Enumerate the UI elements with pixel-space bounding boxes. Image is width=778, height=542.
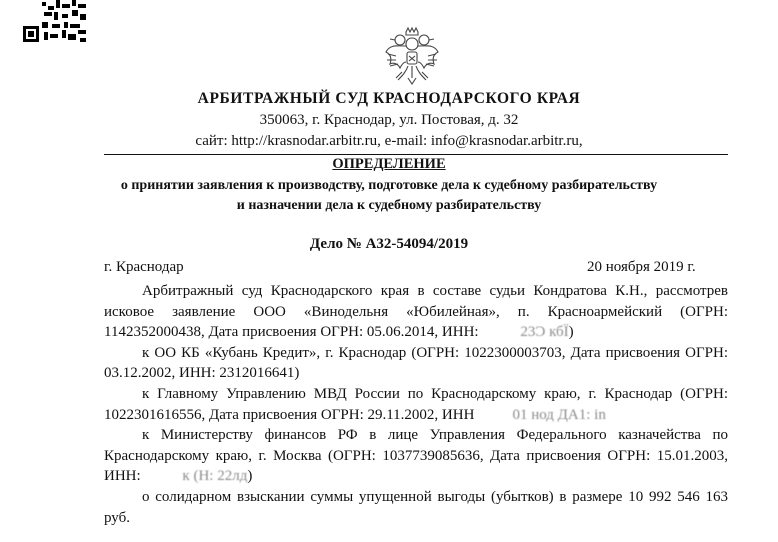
paragraph-claimant xyxy=(104,281,728,343)
document-date: 20 ноября 2019 г. xyxy=(587,259,696,275)
redacted-text: 01 нод ДА1: in xyxy=(512,406,606,423)
document-subtitle-line-1: о принятии заявления к производству, подготовке дела к судебному разбирательству xyxy=(120,178,658,193)
court-name: АРБИТРАЖНЫЙ СУД КРАСНОДАРСКОГО КРАЯ xyxy=(197,90,581,107)
paragraph-text-end: ) xyxy=(568,324,574,341)
paragraph-claim-subject xyxy=(104,487,728,528)
document-city: г. Краснодар xyxy=(104,259,184,275)
header-divider xyxy=(104,154,728,155)
document-subtitle-line-2: и назначении дела к судебному разбирательству xyxy=(236,198,542,213)
paragraph-text: к Главному Управлению МВД России по Краснодарскому краю, г. Краснодар (ОГРН: 1022301616556, Дата присвоения ОГРН: 29.11.2002, ИНН xyxy=(104,385,728,423)
paragraph-text-end: ) xyxy=(247,468,253,485)
paragraph-defendant-2 xyxy=(104,384,728,425)
court-address: 350063, г. Краснодар, ул. Постовая, д. 32 xyxy=(259,112,519,128)
document-subtitle xyxy=(0,176,778,216)
paragraph-defendant-1 xyxy=(104,343,728,384)
redacted-text: к (Н: 22лд xyxy=(182,468,248,485)
qr-code-icon xyxy=(22,0,88,44)
redacted-text: 23Ͻ кбЇ xyxy=(520,324,569,341)
paragraph-text: к ОО КБ «Кубань Кредит», г. Краснодар (ОГРН: 1022300003703, Дата присвоения ОГРН: 03.12.2002, ИНН: 2312016641) xyxy=(104,344,728,382)
court-contacts: сайт: http://krasnodar.arbitr.ru, e-mail: info@krasnodar.arbitr.ru, xyxy=(195,133,583,149)
paragraph-text: к Министерству финансов РФ в лице Управления Федерального казначейства по Краснодарскому краю, г. Москва (ОГРН: 1037739085636, Дата присвоения ОГРН: 15.01.2003, ИНН: xyxy=(104,427,728,485)
document-type: ОПРЕДЕЛЕНИЕ xyxy=(332,156,446,172)
double-headed-eagle-emblem-icon xyxy=(382,26,442,88)
case-number: Дело № А32-54094/2019 xyxy=(309,236,469,252)
paragraph-text: Арбитражный суд Краснодарского края в составе судьи Кондратова К.Н., рассмотрев исковое заявление ООО «Винодельня «Юбилейная», п. Красноармейский (ОГРН: 1142352000438, Дата присвоения ОГРН: 05.06.2014, ИНН: xyxy=(104,283,728,341)
paragraph-text: о солидарном взыскании суммы упущенной выгоды (убытков) в размере 10 992 546 163 руб. xyxy=(104,488,728,526)
document-body xyxy=(104,281,728,528)
paragraph-defendant-3 xyxy=(104,425,728,487)
